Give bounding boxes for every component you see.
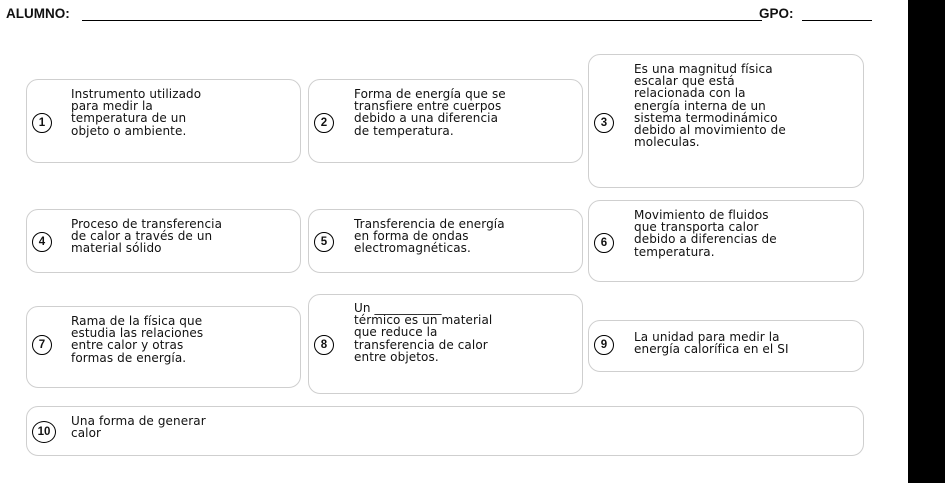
card-definition-text: Un ___________ térmico es un material que reduce la transferencia de calor entre objetos.	[354, 301, 493, 364]
card-number-badge: 5	[314, 232, 334, 252]
card-definition-text: Forma de energía que se transfiere entre cuerpos debido a una diferencia de temperatura.	[354, 87, 506, 138]
card-definition-text: Una forma de generar calor	[71, 414, 206, 441]
card-number-badge: 9	[594, 335, 614, 355]
definition-card-5	[308, 209, 583, 273]
page-edge-bar	[908, 0, 945, 483]
definition-card-7	[26, 306, 301, 388]
definition-card-6	[588, 200, 864, 282]
definition-card-4	[26, 209, 301, 273]
card-definition-text: Es una magnitud física escalar que está relacionada con la energía interna de un sistema termodinámico debido al movimiento de moleculas.	[634, 62, 786, 150]
card-definition-text: Rama de la física que estudia las relaciones entre calor y otras formas de energía.	[71, 314, 204, 365]
worksheet-header	[6, 6, 872, 24]
card-definition-text: Proceso de transferencia de calor a través de un material sólido	[71, 217, 223, 256]
card-number-badge: 8	[314, 335, 334, 355]
student-label: ALUMNO:	[6, 6, 70, 21]
card-definition-text: Transferencia de energía en forma de ondas electromagnéticas.	[354, 217, 505, 256]
card-definition-text: La unidad para medir la energía calorífica en el SI	[634, 330, 789, 357]
definition-card-9	[588, 320, 864, 372]
definition-card-2	[308, 79, 583, 163]
student-name-line	[82, 20, 762, 21]
definition-card-10	[26, 406, 864, 456]
card-number-badge: 6	[594, 233, 614, 253]
group-label: GPO:	[759, 6, 794, 21]
card-definition-text: Movimiento de fluidos que transporta calor debido a diferencias de temperatura.	[634, 208, 777, 259]
card-number-badge: 7	[32, 335, 52, 355]
card-number-badge: 2	[314, 113, 334, 133]
definition-card-8	[308, 294, 583, 394]
group-line	[802, 20, 872, 21]
definition-card-1	[26, 79, 301, 163]
card-number-badge: 3	[594, 113, 614, 133]
card-definition-text: Instrumento utilizado para medir la temperatura de un objeto o ambiente.	[71, 87, 202, 138]
card-number-badge: 4	[32, 232, 52, 252]
card-number-badge: 10	[32, 421, 56, 443]
card-number-badge: 1	[32, 113, 52, 133]
definition-card-3	[588, 54, 864, 188]
